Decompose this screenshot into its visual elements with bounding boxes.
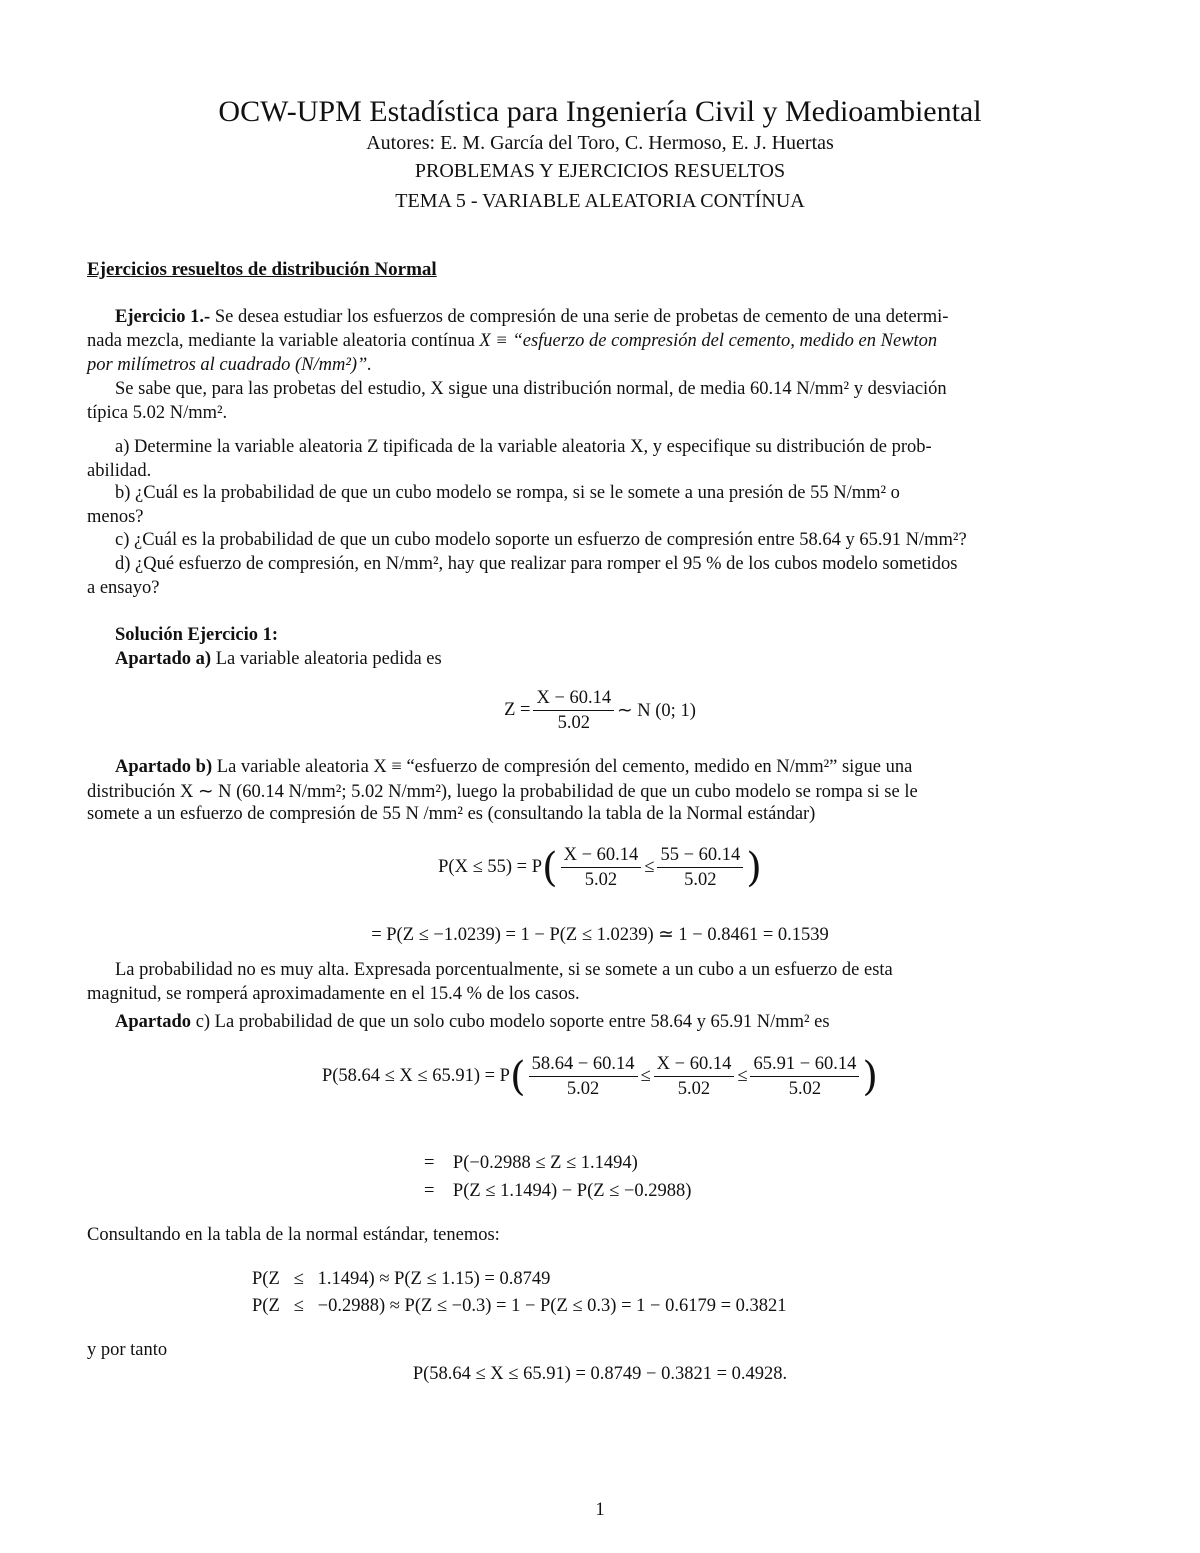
equation-final-result: P(58.64 ≤ X ≤ 65.91) = 0.8749 − 0.3821 = 0.4928.	[412, 1364, 788, 1384]
statement-line-3: por milímetros al cuadrado (N/mm²)”.	[87, 355, 372, 375]
subtitle-topic: TEMA 5 - VARIABLE ALEATORIA CONTÍNUA	[395, 190, 805, 212]
exercise-label: Ejercicio 1.-	[115, 307, 211, 327]
question-b-line-1: b) ¿Cuál es la probabilidad de que un cubo modelo se rompa, si se le somete a una presión de 55 N/mm² o	[115, 483, 900, 503]
equation-table-1: P(Z ≤ 1.1494) ≈ P(Z ≤ 1.15) = 0.8749	[252, 1269, 551, 1289]
equation-range-step-1: = P(−0.2988 ≤ Z ≤ 1.1494)	[424, 1153, 638, 1173]
part-c-intro: Apartado c) La probabilidad de que un solo cubo modelo soporte entre 58.64 y 65.91 N/mm² es	[115, 1012, 830, 1032]
equation-p-range: P(58.64 ≤ X ≤ 65.91) = P ( $\frac{58.64 - 60.14}{5.02}$ ≤ $\frac{X - 60.14}{5.02}$ ≤ $\frac{65.91 - 60.14}{5.02}$ )	[321, 1053, 879, 1100]
question-b-line-2: menos?	[87, 507, 144, 527]
part-a-intro: Apartado a) La variable aleatoria pedida es	[115, 649, 442, 669]
question-c-line-1: c) ¿Cuál es la probabilidad de que un cubo modelo soporte un esfuerzo de compresión entre 58.64 y 65.91 N/mm²?	[115, 530, 967, 550]
question-a-line-2: abilidad.	[87, 461, 152, 481]
question-d-line-2: a ensayo?	[87, 578, 160, 598]
equation-z-standardized: Z = $\frac{X - 60.14}{5.02}$ ∼ N (0; 1)	[504, 688, 696, 733]
statement-line-1: Ejercicio 1.- Se desea estudiar los esfuerzos de compresión de una serie de probetas de cemento de una determi-	[115, 307, 949, 327]
table-consult-text: Consultando en la tabla de la normal estándar, tenemos:	[87, 1225, 500, 1245]
statement-line-4: Se sabe que, para las probetas del estudio, X sigue una distribución normal, de media 60.14 N/mm² y desviación	[115, 379, 947, 399]
equation-range-step-2: = P(Z ≤ 1.1494) − P(Z ≤ −0.2988)	[424, 1181, 692, 1201]
therefore-text: y por tanto	[87, 1340, 168, 1360]
equation-p-z-result: = P(Z ≤ −1.0239) = 1 − P(Z ≤ 1.0239) ≃ 1 − 0.8461 = 0.1539	[371, 925, 829, 945]
equation-p-x-le-55: P(X ≤ 55) = P ( $\frac{X - 60.14}{5.02}$ ≤ $\frac{55 - 60.14}{5.02}$ )	[438, 844, 762, 891]
solution-heading: Solución Ejercicio 1:	[115, 625, 279, 645]
part-b-line-1: Apartado b) La variable aleatoria X ≡ “esfuerzo de compresión del cemento, medido en N/mm²” sigue una	[115, 757, 913, 777]
page-number: 1	[595, 1500, 605, 1520]
statement-line-2: nada mezcla, mediante la variable aleatoria contínua X ≡ “esfuerzo de compresión del cemento, medido en Newton	[87, 331, 938, 351]
question-d-line-1: d) ¿Qué esfuerzo de compresión, en N/mm², hay que realizar para romper el 95 % de los cubos modelo sometidos	[115, 554, 958, 574]
part-b-line-3: somete a un esfuerzo de compresión de 55 N /mm² es (consultando la tabla de la Normal estándar)	[87, 804, 816, 824]
question-a-line-1: a) Determine la variable aleatoria Z tipificada de la variable aleatoria X, y especifique su distribución de prob-	[115, 437, 932, 457]
part-b-conclusion-2: magnitud, se romperá aproximadamente en el 15.4 % de los casos.	[87, 984, 580, 1004]
part-b-conclusion-1: La probabilidad no es muy alta. Expresada porcentualmente, si se somete a un cubo a un esfuerzo de esta	[115, 960, 893, 980]
part-b-line-2: distribución X ∼ N (60.14 N/mm²; 5.02 N/mm²), luego la probabilidad de que un cubo modelo se rompa si se le	[87, 782, 918, 802]
document-title: OCW-UPM Estadística para Ingeniería Civil y Medioambiental	[218, 95, 982, 128]
equation-table-2: P(Z ≤ −0.2988) ≈ P(Z ≤ −0.3) = 1 − P(Z ≤ 0.3) = 1 − 0.6179 = 0.3821	[252, 1296, 787, 1316]
authors-line: Autores: E. M. García del Toro, C. Hermoso, E. J. Huertas	[366, 132, 834, 154]
section-heading: Ejercicios resueltos de distribución Normal	[87, 259, 437, 280]
statement-line-5: típica 5.02 N/mm².	[87, 403, 228, 423]
subtitle-problems: PROBLEMAS Y EJERCICIOS RESUELTOS	[414, 160, 786, 182]
